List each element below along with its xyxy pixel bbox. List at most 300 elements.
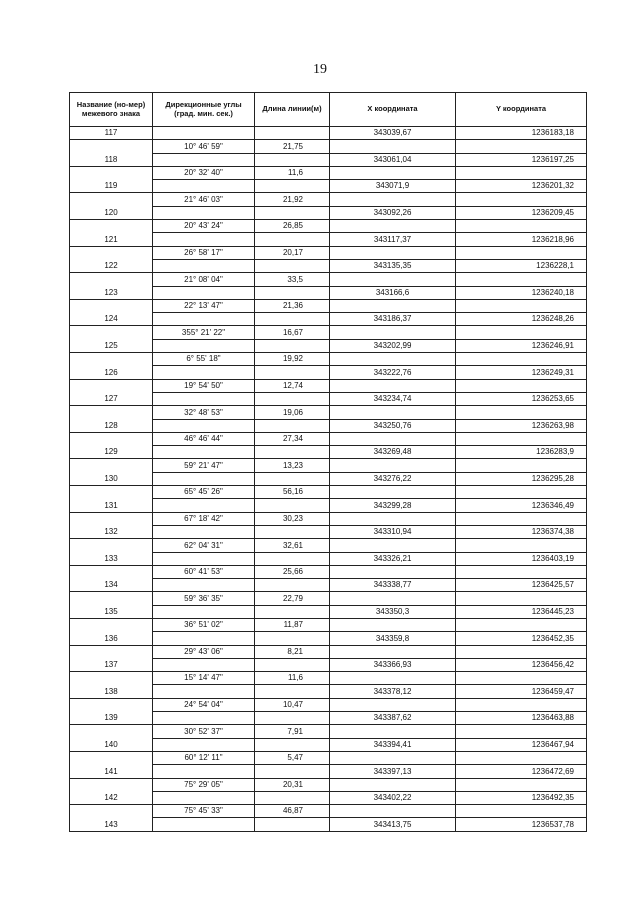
y-coordinate: 1236218,96	[456, 233, 587, 246]
x-coordinate: 343397,13	[330, 765, 456, 778]
empty-cell	[255, 632, 330, 645]
empty-cell	[456, 592, 587, 605]
empty-cell	[255, 738, 330, 751]
y-coordinate: 1236240,18	[456, 286, 587, 299]
line-length: 21,75	[255, 140, 330, 153]
empty-cell	[255, 313, 330, 326]
x-coordinate: 343326,21	[330, 552, 456, 565]
direction-angle: 75° 45' 33"	[153, 805, 255, 818]
x-coordinate: 343366,93	[330, 658, 456, 671]
y-coordinate: 1236472,69	[456, 765, 587, 778]
table-row-segment	[70, 326, 587, 339]
line-length: 20,17	[255, 246, 330, 259]
table-row-point	[70, 552, 587, 565]
empty-cell	[456, 645, 587, 658]
empty-cell	[456, 246, 587, 259]
x-coordinate: 343276,22	[330, 472, 456, 485]
line-length: 56,16	[255, 486, 330, 499]
x-coordinate: 343166,6	[330, 286, 456, 299]
point-name: 135	[70, 605, 153, 618]
table-row-point	[70, 738, 587, 751]
empty-cell	[456, 193, 587, 206]
direction-angle: 24° 54' 04"	[153, 698, 255, 711]
empty-cell	[255, 658, 330, 671]
empty-cell	[70, 778, 153, 791]
point-name: 118	[70, 153, 153, 166]
point-name: 127	[70, 392, 153, 405]
direction-angle: 59° 36' 35"	[153, 592, 255, 605]
empty-cell	[255, 339, 330, 352]
y-coordinate: 1236459,47	[456, 685, 587, 698]
empty-cell	[153, 419, 255, 432]
empty-cell	[330, 805, 456, 818]
x-coordinate: 343413,75	[330, 818, 456, 831]
point-name: 123	[70, 286, 153, 299]
empty-cell	[255, 446, 330, 459]
direction-angle: 26° 58' 17"	[153, 246, 255, 259]
y-coordinate: 1236467,94	[456, 738, 587, 751]
empty-cell	[153, 658, 255, 671]
empty-cell	[255, 685, 330, 698]
table-row-segment	[70, 193, 587, 206]
table-row-segment	[70, 539, 587, 552]
table-row-point	[70, 366, 587, 379]
table-row-point	[70, 339, 587, 352]
point-name: 131	[70, 499, 153, 512]
point-name: 138	[70, 685, 153, 698]
empty-cell	[330, 432, 456, 445]
direction-angle: 6° 55' 18"	[153, 353, 255, 366]
y-coordinate: 1236374,38	[456, 525, 587, 538]
table-row-point	[70, 658, 587, 671]
header-name: Название (но-мер) межевого знака	[70, 93, 153, 127]
direction-angle: 62° 04' 31"	[153, 539, 255, 552]
empty-cell	[70, 379, 153, 392]
empty-cell	[153, 472, 255, 485]
empty-cell	[70, 539, 153, 552]
empty-cell	[153, 818, 255, 831]
empty-cell	[255, 552, 330, 565]
empty-cell	[330, 565, 456, 578]
table-row-point	[70, 712, 587, 725]
empty-cell	[153, 180, 255, 193]
empty-cell	[456, 432, 587, 445]
empty-cell	[456, 140, 587, 153]
line-length: 11,6	[255, 672, 330, 685]
boundary-coordinates-table	[69, 92, 586, 832]
line-length: 11,6	[255, 166, 330, 179]
empty-cell	[70, 565, 153, 578]
empty-cell	[70, 353, 153, 366]
table-row-segment	[70, 645, 587, 658]
empty-cell	[255, 127, 330, 140]
point-name: 120	[70, 206, 153, 219]
empty-cell	[70, 672, 153, 685]
x-coordinate: 343310,94	[330, 525, 456, 538]
empty-cell	[255, 206, 330, 219]
empty-cell	[153, 525, 255, 538]
empty-cell	[70, 166, 153, 179]
empty-cell	[255, 259, 330, 272]
y-coordinate: 1236249,31	[456, 366, 587, 379]
page-number: 19	[313, 62, 327, 77]
table-row-segment	[70, 805, 587, 818]
empty-cell	[330, 193, 456, 206]
empty-cell	[330, 592, 456, 605]
x-coordinate: 343186,37	[330, 313, 456, 326]
point-name: 139	[70, 712, 153, 725]
table-row-point	[70, 233, 587, 246]
empty-cell	[70, 299, 153, 312]
empty-cell	[255, 286, 330, 299]
direction-angle: 20° 32' 40"	[153, 166, 255, 179]
empty-cell	[456, 778, 587, 791]
line-length: 5,47	[255, 751, 330, 764]
x-coordinate: 343394,41	[330, 738, 456, 751]
y-coordinate: 1236452,35	[456, 632, 587, 645]
line-length: 12,74	[255, 379, 330, 392]
line-length: 33,5	[255, 273, 330, 286]
table-row-segment	[70, 512, 587, 525]
empty-cell	[70, 592, 153, 605]
empty-cell	[456, 166, 587, 179]
empty-cell	[70, 698, 153, 711]
empty-cell	[456, 805, 587, 818]
line-length: 46,87	[255, 805, 330, 818]
table-row-segment	[70, 299, 587, 312]
table-row-segment	[70, 406, 587, 419]
point-name: 122	[70, 259, 153, 272]
empty-cell	[70, 512, 153, 525]
point-name: 124	[70, 313, 153, 326]
table-row-point	[70, 286, 587, 299]
point-name: 119	[70, 180, 153, 193]
table-row-point	[70, 791, 587, 804]
y-coordinate: 1236201,32	[456, 180, 587, 193]
empty-cell	[70, 273, 153, 286]
x-coordinate: 343117,37	[330, 233, 456, 246]
empty-cell	[153, 259, 255, 272]
table-body	[70, 127, 587, 832]
direction-angle: 46° 46' 44"	[153, 432, 255, 445]
direction-angle: 32° 48' 53"	[153, 406, 255, 419]
empty-cell	[330, 486, 456, 499]
x-coordinate: 343378,12	[330, 685, 456, 698]
table-row-point	[70, 685, 587, 698]
empty-cell	[330, 140, 456, 153]
empty-cell	[255, 392, 330, 405]
point-name: 128	[70, 419, 153, 432]
line-length: 19,92	[255, 353, 330, 366]
table-row-segment	[70, 486, 587, 499]
direction-angle: 29° 43' 06"	[153, 645, 255, 658]
y-coordinate: 1236537,78	[456, 818, 587, 831]
empty-cell	[456, 220, 587, 233]
line-length: 30,23	[255, 512, 330, 525]
empty-cell	[330, 379, 456, 392]
direction-angle: 75° 29' 05"	[153, 778, 255, 791]
empty-cell	[456, 698, 587, 711]
y-coordinate: 1236346,49	[456, 499, 587, 512]
empty-cell	[255, 525, 330, 538]
table-row-point	[70, 605, 587, 618]
direction-angle: 22° 13' 47"	[153, 299, 255, 312]
empty-cell	[255, 419, 330, 432]
y-coordinate: 1236445,23	[456, 605, 587, 618]
empty-cell	[70, 432, 153, 445]
y-coordinate: 1236248,26	[456, 313, 587, 326]
empty-cell	[456, 486, 587, 499]
point-name: 143	[70, 818, 153, 831]
empty-cell	[456, 618, 587, 631]
x-coordinate: 343092,26	[330, 206, 456, 219]
table-row-segment	[70, 698, 587, 711]
header-y: Y координата	[456, 93, 587, 127]
empty-cell	[153, 392, 255, 405]
point-name: 126	[70, 366, 153, 379]
empty-cell	[330, 512, 456, 525]
point-name: 142	[70, 791, 153, 804]
table-row-point	[70, 579, 587, 592]
y-coordinate: 1236253,65	[456, 392, 587, 405]
table-row-segment	[70, 459, 587, 472]
direction-angle: 19° 54' 50"	[153, 379, 255, 392]
point-name: 141	[70, 765, 153, 778]
x-coordinate: 343222,76	[330, 366, 456, 379]
x-coordinate: 343269,48	[330, 446, 456, 459]
direction-angle: 67° 18' 42"	[153, 512, 255, 525]
x-coordinate: 343202,99	[330, 339, 456, 352]
table-row-segment	[70, 618, 587, 631]
table-row-point	[70, 259, 587, 272]
direction-angle: 355° 21' 22"	[153, 326, 255, 339]
table-row-point	[70, 206, 587, 219]
empty-cell	[70, 645, 153, 658]
empty-cell	[153, 153, 255, 166]
x-coordinate: 343135,35	[330, 259, 456, 272]
point-name: 117	[70, 127, 153, 140]
table-row-point	[70, 499, 587, 512]
point-name: 140	[70, 738, 153, 751]
point-name: 125	[70, 339, 153, 352]
table-header-row	[70, 93, 587, 127]
empty-cell	[70, 246, 153, 259]
y-coordinate: 1236295,28	[456, 472, 587, 485]
line-length: 32,61	[255, 539, 330, 552]
line-length: 21,36	[255, 299, 330, 312]
line-length: 13,23	[255, 459, 330, 472]
line-length: 8,21	[255, 645, 330, 658]
direction-angle: 21° 46' 03"	[153, 193, 255, 206]
point-name: 130	[70, 472, 153, 485]
direction-angle: 60° 12' 11"	[153, 751, 255, 764]
line-length: 16,67	[255, 326, 330, 339]
empty-cell	[330, 539, 456, 552]
empty-cell	[330, 273, 456, 286]
empty-cell	[153, 366, 255, 379]
table-row-point	[70, 632, 587, 645]
empty-cell	[153, 552, 255, 565]
empty-cell	[153, 233, 255, 246]
empty-cell	[330, 645, 456, 658]
empty-cell	[153, 206, 255, 219]
direction-angle: 65° 45' 26"	[153, 486, 255, 499]
header-angle: Дирекционные углы (град. мин. сек.)	[153, 93, 255, 127]
x-coordinate: 343234,74	[330, 392, 456, 405]
line-length: 27,34	[255, 432, 330, 445]
y-coordinate: 1236463,88	[456, 712, 587, 725]
empty-cell	[153, 738, 255, 751]
empty-cell	[456, 459, 587, 472]
header-length: Длина линии(м)	[255, 93, 330, 127]
x-coordinate: 343338,77	[330, 579, 456, 592]
line-length: 22,79	[255, 592, 330, 605]
x-coordinate: 343359,8	[330, 632, 456, 645]
y-coordinate: 1236403,19	[456, 552, 587, 565]
y-coordinate: 1236246,91	[456, 339, 587, 352]
empty-cell	[153, 579, 255, 592]
empty-cell	[255, 153, 330, 166]
empty-cell	[70, 751, 153, 764]
point-name: 133	[70, 552, 153, 565]
empty-cell	[456, 406, 587, 419]
y-coordinate: 1236425,57	[456, 579, 587, 592]
x-coordinate: 343039,67	[330, 127, 456, 140]
empty-cell	[330, 751, 456, 764]
empty-cell	[153, 605, 255, 618]
empty-cell	[70, 486, 153, 499]
x-coordinate: 343071,9	[330, 180, 456, 193]
x-coordinate: 343061,04	[330, 153, 456, 166]
empty-cell	[330, 246, 456, 259]
empty-cell	[456, 299, 587, 312]
point-name: 129	[70, 446, 153, 459]
table-row-point	[70, 127, 587, 140]
point-name: 134	[70, 579, 153, 592]
empty-cell	[456, 326, 587, 339]
direction-angle: 60° 41' 53"	[153, 565, 255, 578]
y-coordinate: 1236456,42	[456, 658, 587, 671]
empty-cell	[255, 579, 330, 592]
line-length: 21,92	[255, 193, 330, 206]
line-length: 7,91	[255, 725, 330, 738]
table-row-segment	[70, 353, 587, 366]
line-length: 20,31	[255, 778, 330, 791]
point-name: 132	[70, 525, 153, 538]
empty-cell	[70, 725, 153, 738]
table-row-point	[70, 525, 587, 538]
empty-cell	[255, 499, 330, 512]
direction-angle: 20° 43' 24"	[153, 220, 255, 233]
empty-cell	[330, 459, 456, 472]
direction-angle: 59° 21' 47"	[153, 459, 255, 472]
y-coordinate: 1236228,1	[456, 259, 587, 272]
header-x: X координата	[330, 93, 456, 127]
empty-cell	[153, 446, 255, 459]
empty-cell	[330, 166, 456, 179]
empty-cell	[330, 326, 456, 339]
x-coordinate: 343250,76	[330, 419, 456, 432]
table-row-segment	[70, 273, 587, 286]
x-coordinate: 343350,3	[330, 605, 456, 618]
empty-cell	[456, 565, 587, 578]
x-coordinate: 343402,22	[330, 791, 456, 804]
table-row-segment	[70, 725, 587, 738]
empty-cell	[255, 472, 330, 485]
empty-cell	[153, 765, 255, 778]
table-row-point	[70, 313, 587, 326]
y-coordinate: 1236183,18	[456, 127, 587, 140]
direction-angle: 21° 08' 04"	[153, 273, 255, 286]
y-coordinate: 1236209,45	[456, 206, 587, 219]
empty-cell	[70, 193, 153, 206]
empty-cell	[255, 605, 330, 618]
empty-cell	[330, 698, 456, 711]
empty-cell	[70, 140, 153, 153]
point-name: 121	[70, 233, 153, 246]
empty-cell	[456, 353, 587, 366]
y-coordinate: 1236197,25	[456, 153, 587, 166]
empty-cell	[153, 685, 255, 698]
empty-cell	[153, 499, 255, 512]
direction-angle: 15° 14' 47"	[153, 672, 255, 685]
line-length: 11,87	[255, 618, 330, 631]
direction-angle: 36° 51' 02"	[153, 618, 255, 631]
line-length: 19,06	[255, 406, 330, 419]
table-row-point	[70, 765, 587, 778]
empty-cell	[456, 725, 587, 738]
empty-cell	[330, 618, 456, 631]
empty-cell	[153, 791, 255, 804]
empty-cell	[153, 339, 255, 352]
empty-cell	[456, 273, 587, 286]
empty-cell	[456, 751, 587, 764]
empty-cell	[330, 406, 456, 419]
line-length: 10,47	[255, 698, 330, 711]
table-row-segment	[70, 778, 587, 791]
point-name: 137	[70, 658, 153, 671]
line-length: 25,66	[255, 565, 330, 578]
empty-cell	[456, 512, 587, 525]
point-name: 136	[70, 632, 153, 645]
x-coordinate: 343387,62	[330, 712, 456, 725]
empty-cell	[255, 180, 330, 193]
empty-cell	[330, 725, 456, 738]
table-row-point	[70, 472, 587, 485]
empty-cell	[255, 818, 330, 831]
empty-cell	[456, 672, 587, 685]
table-row-point	[70, 446, 587, 459]
empty-cell	[330, 778, 456, 791]
table-row-segment	[70, 246, 587, 259]
table-row-point	[70, 818, 587, 831]
direction-angle: 10° 46' 59"	[153, 140, 255, 153]
empty-cell	[255, 233, 330, 246]
table-row-point	[70, 419, 587, 432]
empty-cell	[153, 286, 255, 299]
empty-cell	[330, 672, 456, 685]
y-coordinate: 1236263,98	[456, 419, 587, 432]
table-row-segment	[70, 220, 587, 233]
table-row-segment	[70, 592, 587, 605]
y-coordinate: 1236492,35	[456, 791, 587, 804]
y-coordinate: 1236283,9	[456, 446, 587, 459]
table-row-segment	[70, 432, 587, 445]
empty-cell	[70, 459, 153, 472]
empty-cell	[255, 366, 330, 379]
empty-cell	[70, 326, 153, 339]
table-row-segment	[70, 140, 587, 153]
